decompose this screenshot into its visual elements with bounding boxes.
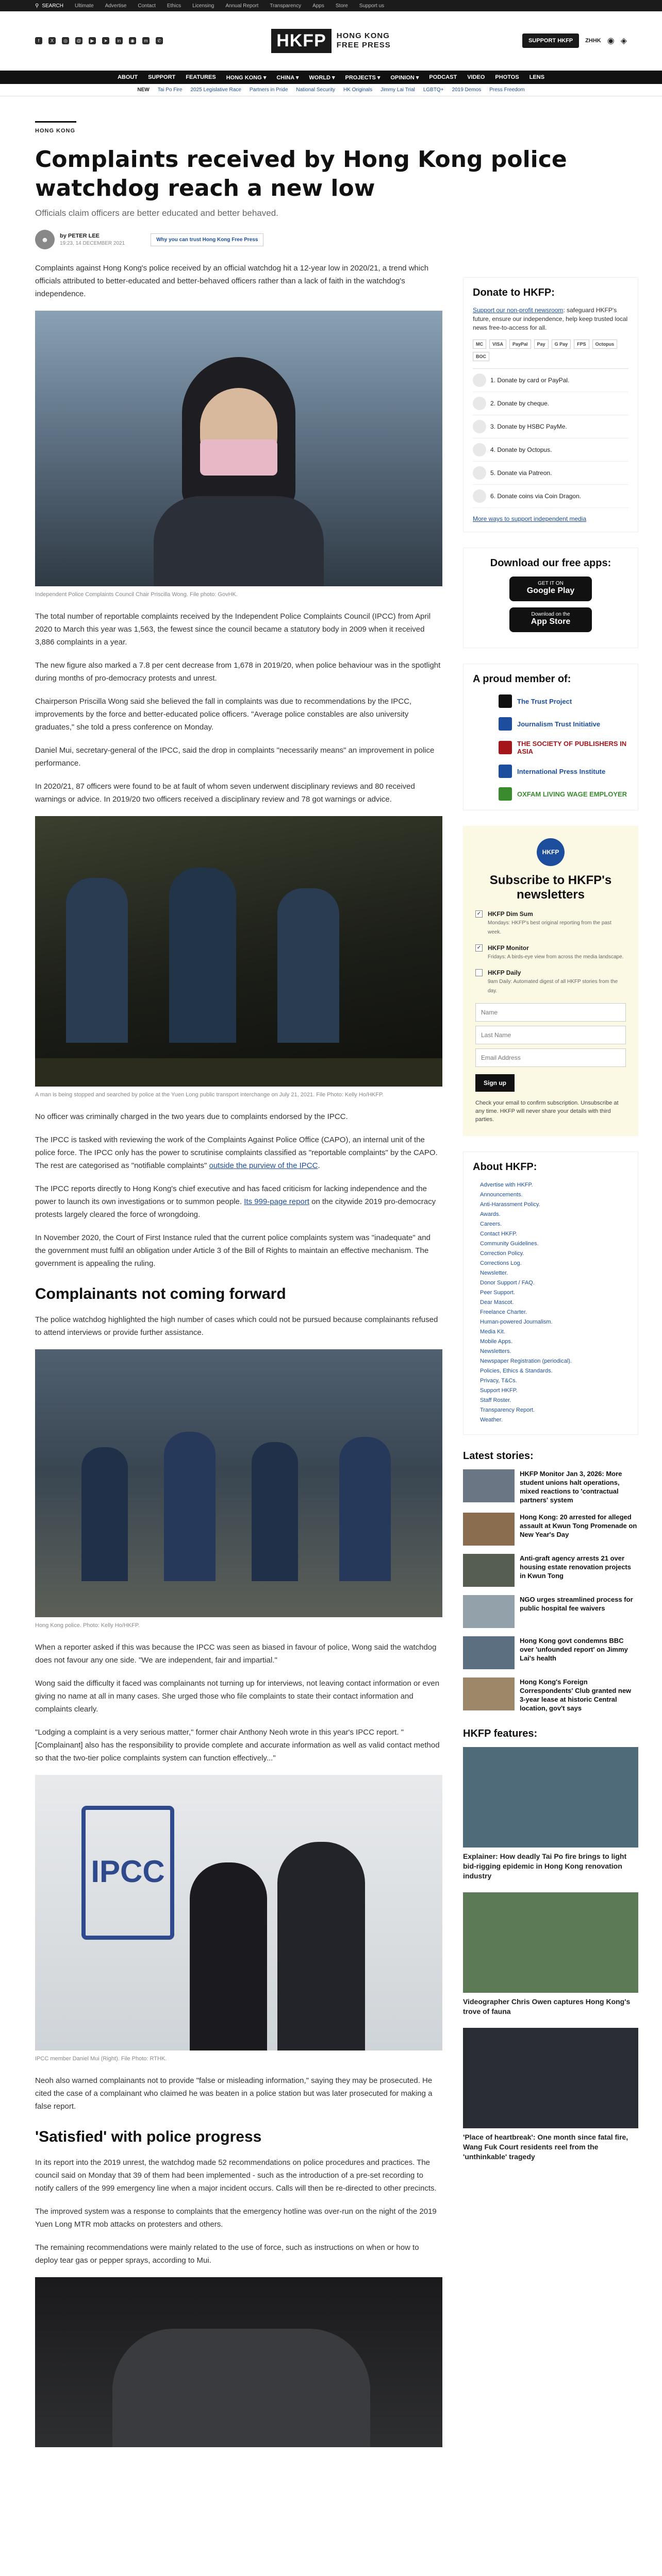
publish-date: 19:23, 14 DECEMBER 2021	[60, 241, 125, 246]
subnav-link[interactable]: Press Freedom	[489, 87, 525, 93]
report-link[interactable]: Its 999-page report	[244, 1197, 309, 1206]
photo-daniel-mui	[35, 1775, 442, 2050]
figure-2	[35, 816, 442, 1099]
jti-icon	[499, 717, 512, 731]
google-pay-icon: G Pay	[552, 340, 571, 349]
nav-podcast[interactable]: PODCAST	[429, 74, 457, 80]
visa-icon: VISA	[489, 340, 506, 349]
fps-icon: FPS	[574, 340, 589, 349]
topbar-link-transparency[interactable]: Transparency	[270, 3, 302, 9]
support-hkfp-button[interactable]: SUPPORT HKFP	[522, 33, 579, 48]
latest-title: Latest stories:	[463, 1450, 534, 1462]
subnav-link[interactable]: 2025 Legislative Race	[190, 87, 241, 93]
whatsapp-icon[interactable]: ✆	[156, 37, 163, 44]
subnav-link[interactable]: Partners in Pride	[249, 87, 288, 93]
paragraph: The new figure also marked a 7.8 per cent decrease from 1,678 in 2019/20, when police behaviour was in the spotlight during months of pro-democracy protests and unrest.	[35, 661, 441, 683]
about-link[interactable]: Donor Support / FAQ.	[480, 1280, 535, 1286]
checkbox[interactable]: ✓	[475, 944, 483, 952]
newsletter-fineprint: Check your email to confirm subscription. Unsubscribe at any time. HKFP will never share your details with third parties.	[475, 1100, 619, 1123]
about-link[interactable]: Contact HKFP.	[480, 1231, 517, 1237]
content-columns	[35, 262, 637, 2459]
story-thumbnail	[463, 1595, 515, 1628]
latest-stories	[463, 1450, 638, 1713]
apps-box	[463, 548, 638, 648]
story-thumbnail	[463, 1513, 515, 1546]
photo-police-officers	[35, 1349, 442, 1617]
latest-story[interactable]: Hong Kong govt condemns BBC over 'unfounded report' on Jimmy Lai's health	[463, 1636, 638, 1669]
page-content	[0, 121, 662, 2459]
apps-title: Download our free apps:	[490, 557, 611, 569]
header-actions	[472, 33, 627, 48]
about-link[interactable]: Newsletter.	[480, 1270, 508, 1276]
android-icon[interactable]: ◈	[620, 37, 627, 45]
about-link[interactable]: Careers.	[480, 1221, 502, 1227]
figure-1	[35, 311, 442, 599]
paragraph: The remaining recommendations were mainly related to the use of force, such as instructions on when or how to deploy tear gas or pepper sprays, according to Mui.	[35, 2243, 419, 2265]
nav-hong-kong[interactable]: HONG KONG ▾	[226, 74, 267, 81]
donate-box	[463, 277, 638, 532]
donation-method[interactable]: 3. Donate by HSBC PayMe.	[473, 415, 628, 438]
paragraph: In its report into the 2019 unrest, the watchdog made 52 recommendations on police procedures and practices. The council said on Monday that 39 of them had been implemented - such as the introduction of a pre-set recording to notify callers of the 999 emergency line when a major incident occurs. Calls will then be re-directed to other precincts.	[35, 2158, 437, 2193]
nav-features[interactable]: FEATURES	[186, 74, 216, 80]
ipcc-purview-link[interactable]: outside the purview of the IPCC	[209, 1161, 318, 1170]
subnav-link[interactable]: National Security	[296, 87, 335, 93]
linkedin-icon[interactable]: in	[115, 37, 123, 44]
story-thumbnail	[463, 1677, 515, 1710]
boc-icon: BOC	[473, 352, 489, 361]
paypal-icon: PayPal	[509, 340, 531, 349]
paragraph: Neoh also warned complainants not to provide "false or misleading information," saying they may be prosecuted. He cited the case of a complainant who claimed he was beaten in a police station but was later prosecuted for making a false report.	[35, 2076, 433, 2111]
about-link[interactable]: Newsletters.	[480, 1348, 511, 1354]
search-button[interactable]: ⚲ SEARCH	[35, 3, 64, 9]
nav-video[interactable]: VIDEO	[467, 74, 485, 80]
paragraph: In November 2020, the Court of First Instance ruled that the current police complaints system was "inadequate" and the government must fulfil an obligation under Article 3 of the Bill of Rights to maintain an effective mechanism. The government is appealing the ruling.	[35, 1233, 431, 1268]
about-link[interactable]: Media Kit.	[480, 1329, 505, 1335]
about-link[interactable]: Policies, Ethics & Standards.	[480, 1368, 553, 1374]
photo-caption: Hong Kong police. Photo: Kelly Ho/HKFP.	[35, 1622, 140, 1629]
about-link[interactable]: Staff Roster.	[480, 1397, 511, 1403]
about-link[interactable]: Mobile Apps.	[480, 1338, 512, 1345]
more-ways-link[interactable]: More ways to support independent media	[473, 515, 587, 522]
features-box	[463, 1728, 638, 2162]
about-link[interactable]: Support HKFP.	[480, 1387, 518, 1394]
about-link[interactable]: Newspaper Registration (periodical).	[480, 1358, 572, 1364]
feature-title[interactable]: 'Place of heartbreak': One month since fatal fire, Wang Fuk Court residents reel from the 'unthinkable' tragedy	[463, 2133, 628, 2161]
subheading: Complainants not coming forward	[35, 1285, 286, 1302]
subheading: 'Satisfied' with police progress	[35, 2128, 262, 2145]
paragraph: "Lodging a complaint is a very serious matter," former chair Anthony Neoh wrote in this year's IPCC report. "[Complainant] also has the responsibility to provide complete and accurate information as well as valid contact method so that the two-tier police complaints system can function effectively..."	[35, 1728, 440, 1762]
topic-subnav	[0, 84, 662, 96]
nav-china[interactable]: CHINA ▾	[276, 74, 299, 81]
new-label: NEW	[137, 87, 150, 93]
byline	[35, 230, 627, 249]
latest-story[interactable]: Hong Kong: 20 arrested for alleged assault at Kwun Tong Promenade on New Year's Day	[463, 1513, 638, 1546]
newsletter-title: Subscribe to HKFP's newsletters	[489, 873, 612, 902]
logo-mark: HKFP	[271, 29, 332, 53]
donation-method[interactable]: 6. Donate coins via Coin Dragon.	[473, 485, 628, 508]
about-box	[463, 1151, 638, 1435]
donation-method[interactable]: 5. Donate via Patreon.	[473, 462, 628, 485]
photo-caption: A man is being stopped and searched by police at the Yuen Long public transport interchange on July 21, 2021. File Photo: Kelly Ho/HKFP.	[35, 1092, 384, 1098]
subnav-link[interactable]: Jimmy Lai Trial	[380, 87, 415, 93]
patreon-icon	[473, 466, 486, 480]
logo-name: HONG KONG FREE PRESS	[336, 31, 391, 49]
about-link[interactable]: Freelance Charter.	[480, 1309, 527, 1315]
author-avatar: ☻	[35, 230, 55, 249]
subnav-link[interactable]: Tai Po Fire	[157, 87, 183, 93]
latest-story[interactable]: NGO urges streamlined process for public hospital fee waivers	[463, 1595, 638, 1628]
newsletter-option-monitor[interactable]: ✓ HKFP Monitor Fridays: A birds-eye view from across the media landscape.	[475, 944, 626, 961]
paragraph: Chairperson Priscilla Wong said she believed the fall in complaints was due to recommendations by the IPCC, improvements by the force and better-educated police officers. "Average police constables are also university graduates," she told a press conference on Monday.	[35, 697, 412, 732]
nav-about[interactable]: ABOUT	[117, 74, 138, 80]
story-thumbnail	[463, 1636, 515, 1669]
newsletter-option-dim-sum[interactable]: ✓ HKFP Dim Sum Mondays: HKFP's best original reporting from the past week.	[475, 910, 626, 936]
email-input[interactable]	[475, 1048, 626, 1067]
donation-method[interactable]: 1. Donate by card or PayPal.	[473, 369, 628, 392]
photo-stop-and-search	[35, 816, 442, 1087]
member-sopa[interactable]: THE SOCIETY OF PUBLISHERS IN ASIA	[499, 740, 628, 755]
member-ipi[interactable]: International Press Institute	[499, 765, 628, 778]
donation-method[interactable]: 2. Donate by cheque.	[473, 392, 628, 415]
nav-support[interactable]: SUPPORT	[148, 74, 176, 80]
about-link[interactable]: Peer Support.	[480, 1290, 515, 1296]
payment-icons	[473, 340, 628, 361]
latest-story[interactable]: Anti-graft agency arrests 21 over housing estate renovation projects in Kwun Tong	[463, 1554, 638, 1587]
topbar-link-annual-report[interactable]: Annual Report	[225, 3, 259, 9]
story-thumbnail	[463, 1554, 515, 1587]
ipcc-logo-icon: IPCC	[81, 1806, 174, 1940]
latest-story[interactable]: HKFP Monitor Jan 3, 2026: More student unions halt operations, mixed reactions to 'contractual partners' system	[463, 1469, 638, 1504]
about-link[interactable]: Awards.	[480, 1211, 501, 1217]
mastercard-icon: MC	[473, 340, 486, 349]
about-link[interactable]: Anti-Harassment Policy.	[480, 1201, 540, 1208]
about-link[interactable]: Human-powered Journalism.	[480, 1319, 553, 1325]
figure-4	[35, 1775, 442, 2063]
subnav-link[interactable]: LGBTQ+	[423, 87, 444, 93]
cheque-icon	[473, 397, 486, 410]
topbar-link-licensing[interactable]: Licensing	[192, 3, 214, 9]
features-title: HKFP features:	[463, 1728, 538, 1739]
article-body	[35, 262, 442, 2459]
member-box	[463, 664, 638, 810]
paragraph: The IPCC is tasked with reviewing the work of the Complaints Against Police Office (CAPO), an internal unit of the police force. The IPCC only has the power to scrutinise complaints classified as "reportable complaints" by the CAPO. The rest are categorised as "notifiable complaints" outside the purview of the IPCC.	[35, 1136, 438, 1170]
story-thumbnail	[463, 1469, 515, 1502]
topbar-link-store[interactable]: Store	[335, 3, 348, 9]
donate-text: Support our non-profit newsroom: safeguard HKFP's future, ensure our independence, help keep trusted local news free-to-access for all.	[473, 307, 628, 331]
paragraph: When a reporter asked if this was because the IPCC was seen as biased in favour of police, Wong said the watchdog does not favour any one side. "We are independent, fair and impartial."	[35, 1643, 437, 1665]
topbar-link-ethics[interactable]: Ethics	[167, 3, 181, 9]
topbar-link-advertise[interactable]: Advertise	[105, 3, 127, 9]
sidebar	[463, 262, 638, 2459]
paragraph: No officer was criminally charged in the two years due to complaints endorsed by the IPCC.	[35, 1112, 348, 1121]
telegram-icon[interactable]: ➤	[102, 37, 109, 44]
newsletter-option-daily[interactable]: HKFP Daily 9am Daily: Automated digest of all HKFP stories from the day.	[475, 969, 626, 995]
donation-method[interactable]: 4. Donate by Octopus.	[473, 438, 628, 462]
subnav-link[interactable]: 2019 Demos	[452, 87, 482, 93]
trust-project-icon	[499, 694, 512, 708]
site-header	[0, 11, 662, 71]
feature-title[interactable]: Explainer: How deadly Tai Po fire brings to light bid-rigging epidemic in Hong Kong renovation industry	[463, 1852, 627, 1880]
about-title: About HKFP:	[473, 1161, 537, 1173]
paragraph: Daniel Mui, secretary-general of the IPCC, said the drop in complaints "necessarily means" an improvement in police performance.	[35, 746, 435, 768]
nav-opinion[interactable]: OPINION ▾	[390, 74, 419, 81]
paragraph: Complaints against Hong Kong's police received by an official watchdog hit a 12-year low in 2020/21, a trend which officials attributed to better-educated and better-behaved officers rather than a lack of faith in the watchdog's independence.	[35, 264, 429, 298]
mastodon-icon[interactable]: m	[142, 37, 150, 44]
article-subtitle: Officials claim officers are better educated and better behaved.	[35, 208, 278, 218]
signup-button[interactable]: Sign up	[475, 1074, 515, 1092]
photo-priscilla-wong	[35, 311, 442, 586]
rss-icon[interactable]: ◉	[129, 37, 136, 44]
google-play-button[interactable]: GET IT ON Google Play	[509, 577, 592, 601]
author-name[interactable]: by PETER LEE	[60, 233, 100, 239]
about-link[interactable]: Privacy, T&Cs.	[480, 1378, 517, 1384]
trust-link[interactable]: Why you can trust Hong Kong Free Press	[151, 233, 263, 246]
feature-title[interactable]: Videographer Chris Owen captures Hong Kong's trove of fauna	[463, 1997, 631, 2015]
about-link[interactable]: Community Guidelines.	[480, 1241, 539, 1247]
photo-night-scene	[35, 2277, 442, 2447]
ipi-icon	[499, 765, 512, 778]
checkbox[interactable]	[475, 969, 483, 976]
photo-caption: Independent Police Complaints Council Chair Priscilla Wong. File photo: GovHK.	[35, 591, 238, 598]
card-icon	[473, 374, 486, 387]
sopa-icon	[499, 741, 512, 754]
threads-icon[interactable]: @	[75, 37, 82, 44]
coin-icon	[473, 489, 486, 503]
about-link[interactable]: Announcements.	[480, 1192, 523, 1198]
paragraph: The improved system was a response to complaints that the emergency hotline was over-run on the night of the 2019 Yuen Long MTR mob attacks on protesters and others.	[35, 2207, 437, 2229]
topbar-link-apps[interactable]: Apps	[312, 3, 324, 9]
language-switch[interactable]: ZHHK	[585, 38, 601, 44]
nav-projects[interactable]: PROJECTS ▾	[345, 74, 380, 81]
paragraph: The police watchdog highlighted the high number of cases which could not be pursued because complainants refused to attend interviews or provide further assistance.	[35, 1315, 438, 1337]
latest-story[interactable]: Hong Kong's Foreign Correspondents' Club granted new 3-year lease at historic Central location, gov't says	[463, 1677, 638, 1713]
member-jti[interactable]: Journalism Trust Initiative	[499, 717, 628, 731]
figure-5	[35, 2277, 442, 2447]
checkbox[interactable]: ✓	[475, 910, 483, 918]
app-store-button[interactable]: Download on the App Store	[509, 607, 592, 632]
nav-world[interactable]: WORLD ▾	[309, 74, 335, 81]
hkfp-badge: HKFP	[537, 838, 565, 866]
x-icon[interactable]: X	[48, 37, 56, 44]
feature-image[interactable]	[463, 1747, 638, 1848]
social-links	[35, 37, 190, 44]
newsletter-box	[463, 826, 638, 1136]
donate-title: Donate to HKFP:	[473, 287, 555, 298]
topbar-link-ultimate[interactable]: Ultimate	[75, 3, 94, 9]
about-links	[473, 1180, 628, 1425]
octopus-icon: Octopus	[592, 340, 618, 349]
paragraph: The IPCC reports directly to Hong Kong's chief executive and has faced criticism for lacking independence and the power to launch its own investigations or to summon people. Its 999-page report on the citywide 2019 pro-democracy protests largely cleared the force of wrongdoing.	[35, 1184, 436, 1219]
site-logo[interactable]	[271, 29, 391, 53]
about-link[interactable]: Transparency Report.	[480, 1407, 535, 1413]
search-icon: ⚲	[35, 3, 39, 9]
about-link[interactable]: Correction Policy.	[480, 1250, 524, 1257]
figure-3	[35, 1349, 442, 1630]
facebook-icon[interactable]: f	[35, 37, 42, 44]
about-link[interactable]: Weather.	[480, 1417, 503, 1423]
support-newsroom-link[interactable]: Support our non-profit newsroom	[473, 307, 564, 314]
paragraph: In 2020/21, 87 officers were found to be at fault of whom seven underwent disciplinary reviews and 80 received warnings or advice. In 2019/20 two officers received a disciplinary review and 78 got warnings or advice.	[35, 782, 415, 804]
top-utility-bar	[0, 0, 662, 11]
about-link[interactable]: Advertise with HKFP.	[480, 1182, 533, 1188]
topbar-link-support[interactable]: Support us	[359, 3, 385, 9]
last-name-input[interactable]	[475, 1026, 626, 1044]
name-input[interactable]	[475, 1003, 626, 1022]
member-title: A proud member of:	[473, 673, 571, 685]
apple-pay-icon: Pay	[534, 340, 549, 349]
subnav-link[interactable]: HK Originals	[343, 87, 373, 93]
about-link[interactable]: Dear Mascot.	[480, 1299, 514, 1306]
member-trust-project[interactable]: The Trust Project	[499, 694, 628, 708]
topbar-link-contact[interactable]: Contact	[138, 3, 156, 9]
feature-image[interactable]	[463, 2028, 638, 2128]
donation-methods	[473, 368, 628, 508]
oxfam-icon	[499, 787, 512, 801]
about-link[interactable]: Corrections Log.	[480, 1260, 522, 1266]
main-nav	[0, 71, 662, 84]
article-title: Complaints received by Hong Kong police watchdog reach a new low	[35, 146, 567, 201]
payme-icon	[473, 420, 486, 433]
octopus-icon	[473, 443, 486, 456]
apple-icon[interactable]: ◉	[607, 37, 615, 45]
member-oxfam[interactable]: OXFAM LIVING WAGE EMPLOYER	[499, 787, 628, 801]
nav-photos[interactable]: PHOTOS	[495, 74, 519, 80]
paragraph: The total number of reportable complaints received by the Independent Police Complaints Council (IPCC) from April 2020 to March this year was 1,563, the fewest since the council became a statutory body in 2009 when it received 3,886 complaints in a year.	[35, 612, 431, 647]
feature-image[interactable]	[463, 1892, 638, 1993]
section-label[interactable]: HONG KONG	[35, 121, 76, 134]
youtube-icon[interactable]: ▶	[89, 37, 96, 44]
paragraph: Wong said the difficulty it faced was complainants not turning up for interviews, not leaving contact information or even giving no name at all in many cases. She urged those who file complaints to state their contact information and complaints clearly.	[35, 1679, 440, 1714]
nav-lens[interactable]: LENS	[529, 74, 545, 80]
instagram-icon[interactable]: ◎	[62, 37, 69, 44]
photo-caption: IPCC member Daniel Mui (Right). File Photo: RTHK.	[35, 2056, 167, 2062]
